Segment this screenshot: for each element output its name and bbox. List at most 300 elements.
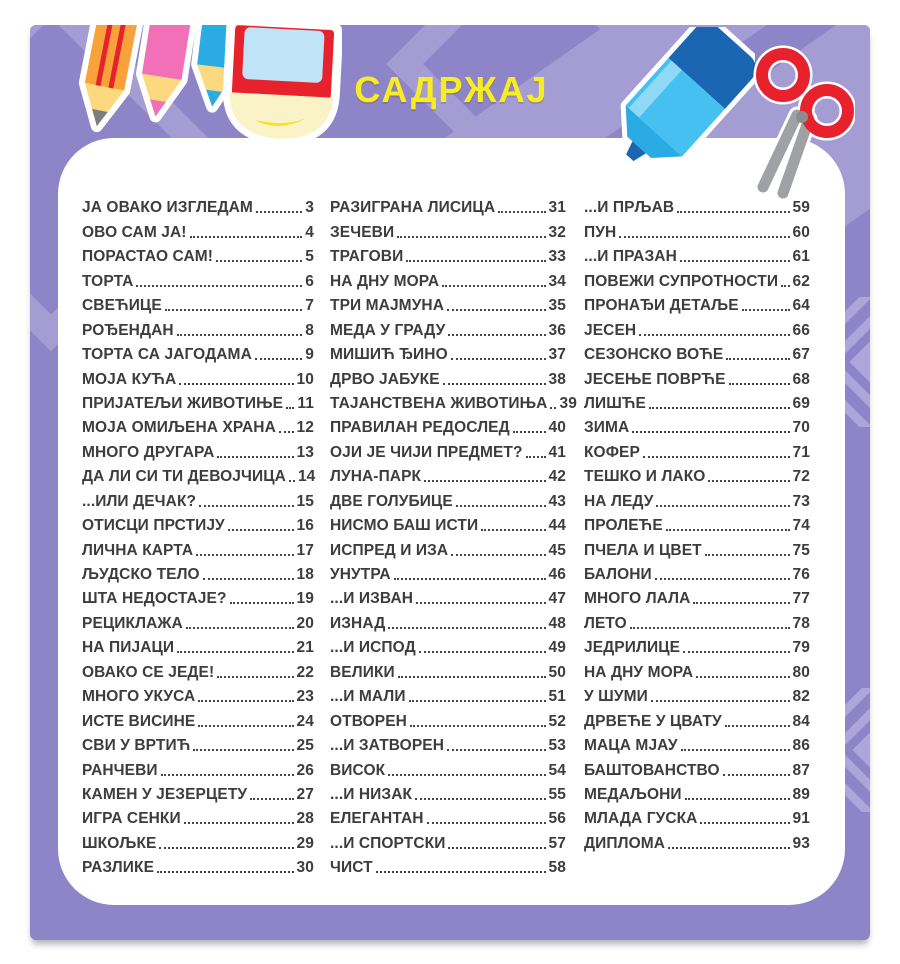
toc-entry-title: ...И СПОРТСКИ	[330, 834, 446, 852]
dotted-leader	[683, 651, 789, 653]
toc-entry-page-number: 61	[792, 248, 810, 266]
toc-entry	[82, 780, 314, 804]
dotted-leader	[700, 822, 789, 824]
toc-entry	[584, 266, 810, 290]
toc-entry-title: ДВЕ ГОЛУБИЦЕ	[330, 492, 453, 510]
toc-entry-title: МАЦА МЈАУ	[584, 737, 678, 755]
toc-entry-page-number: 72	[792, 468, 810, 486]
toc-entry	[330, 755, 566, 779]
toc-entry-title: ЛЕТО	[584, 614, 627, 632]
toc-entry-title: ВЕЛИКИ	[330, 663, 395, 681]
toc-entry	[330, 193, 566, 217]
toc-entry	[330, 780, 566, 804]
toc-entry	[330, 291, 566, 315]
toc-entry-title: ...И ПРЉАВ	[584, 199, 675, 217]
toc-entry	[584, 804, 810, 828]
toc-entry-page-number: 86	[792, 737, 810, 755]
toc-entry-page-number: 34	[548, 272, 566, 290]
toc-entry-title: НИСМО БАШ ИСТИ	[330, 517, 479, 535]
toc-entry-page-number: 20	[296, 614, 314, 632]
toc-entry-page-number: 28	[296, 810, 314, 828]
dotted-leader	[184, 822, 294, 824]
toc-entry	[330, 657, 566, 681]
toc-entry	[82, 706, 314, 730]
dotted-leader	[255, 358, 302, 360]
dotted-leader	[643, 456, 790, 458]
dotted-leader	[456, 505, 546, 507]
toc-entry-title: ПРОНАЂИ ДЕТАЉЕ	[584, 297, 739, 315]
dotted-leader	[388, 774, 545, 776]
dotted-leader	[216, 260, 302, 262]
toc-entry-title: СЕЗОНСКО ВОЋЕ	[584, 346, 724, 364]
toc-entry	[584, 560, 810, 584]
toc-entry-title: ЗИМА	[584, 419, 630, 437]
toc-entry	[82, 755, 314, 779]
toc-entry-page-number: 17	[296, 541, 314, 559]
toc-entry-title: МНОГО ЛАЛА	[584, 590, 691, 608]
dotted-leader	[427, 822, 546, 824]
toc-column-2	[330, 193, 577, 877]
toc-entry-page-number: 76	[792, 566, 810, 583]
toc-entry-page-number: 29	[296, 834, 314, 852]
toc-entry	[82, 535, 314, 559]
toc-entry-page-number: 45	[548, 541, 566, 559]
toc-entry-title: ...И ИСПОД	[330, 639, 416, 657]
toc-entry	[82, 266, 314, 290]
toc-entry-page-number: 16	[296, 517, 314, 535]
dotted-leader	[177, 334, 303, 336]
toc-entry	[330, 413, 566, 437]
dotted-leader	[685, 798, 790, 800]
dotted-leader	[451, 554, 545, 556]
dotted-leader	[198, 725, 293, 727]
toc-entry-page-number: 68	[792, 370, 810, 388]
toc-entry	[330, 462, 566, 486]
toc-entry	[584, 535, 810, 559]
dotted-leader	[448, 334, 545, 336]
dotted-leader	[416, 602, 546, 604]
toc-entry	[330, 437, 566, 461]
toc-entry-title: ИЗНАД	[330, 614, 386, 632]
dotted-leader	[397, 236, 545, 238]
toc-entry-page-number: 7	[305, 297, 314, 315]
dotted-leader	[668, 847, 789, 849]
toc-entry	[584, 413, 810, 437]
dotted-leader	[394, 578, 546, 580]
toc-entry-title: МЛАДА ГУСКА	[584, 810, 698, 828]
toc-entry-page-number: 32	[548, 223, 566, 241]
toc-entry	[82, 486, 314, 510]
dotted-leader	[651, 700, 790, 702]
toc-entry-page-number: 24	[296, 712, 314, 730]
toc-entry-title: ПРОЛЕЋЕ	[584, 517, 663, 535]
toc-entry	[330, 560, 566, 584]
toc-entry-title: ТРАГОВИ	[330, 248, 404, 266]
toc-entry-title: ЗЕЧЕВИ	[330, 223, 395, 241]
toc-entry	[584, 291, 810, 315]
toc-entry	[584, 340, 810, 364]
toc-entry	[584, 511, 810, 535]
toc-column-1	[82, 193, 314, 877]
toc-entry	[584, 780, 810, 804]
toc-entry-title: ПОРАСТАО САМ!	[82, 248, 214, 266]
toc-entry	[330, 682, 566, 706]
purple-page	[30, 25, 870, 940]
toc-entry-title: ТРИ МАЈМУНА	[330, 297, 445, 315]
toc-entry	[330, 853, 566, 877]
toc-entry-page-number: 74	[792, 517, 810, 535]
toc-entry	[82, 217, 314, 241]
toc-entry	[584, 462, 810, 486]
toc-entry	[584, 682, 810, 706]
dotted-leader	[230, 602, 294, 604]
toc-entry-title: МНОГО УКУСА	[82, 688, 196, 706]
toc-entry	[82, 242, 314, 266]
dotted-leader	[406, 260, 545, 262]
dotted-leader	[639, 334, 789, 336]
toc-entry-page-number: 91	[792, 810, 810, 828]
dotted-leader	[513, 431, 546, 433]
toc-entry-page-number: 58	[548, 859, 566, 877]
toc-entry	[330, 486, 566, 510]
toc-entry-page-number: 64	[792, 297, 810, 315]
toc-entry-page-number: 38	[548, 370, 566, 388]
toc-entry-title: ТОРТА СА ЈАГОДАМА	[82, 346, 252, 364]
toc-entry-page-number: 39	[559, 394, 577, 412]
toc-entry-title: РЕЦИКЛАЖА	[82, 614, 183, 632]
toc-entry-title: ЛИШЋЕ	[584, 394, 646, 412]
toc-entry-page-number: 69	[792, 394, 810, 412]
toc-entry-title: ДИПЛОМА	[584, 834, 666, 852]
toc-entry	[330, 633, 566, 657]
dotted-leader	[526, 456, 546, 458]
toc-entry-title: ТАЈАНСТВЕНА ЖИВОТИЊА	[330, 394, 548, 412]
dotted-leader	[781, 285, 789, 287]
toc-entry-title: ...И ИЗВАН	[330, 590, 414, 608]
dotted-leader	[199, 505, 293, 507]
dotted-leader	[708, 480, 789, 482]
toc-entry-page-number: 52	[548, 712, 566, 730]
toc-entry-title: МЕДА У ГРАДУ	[330, 321, 446, 339]
toc-entry	[82, 193, 314, 217]
dotted-leader	[186, 627, 294, 629]
toc-entry-title: ОТВОРЕН	[330, 712, 407, 730]
toc-entry-title: ЉУДСКО ТЕЛО	[82, 566, 200, 583]
toc-entry-title: РАЗЛИКЕ	[82, 859, 155, 877]
toc-entry-page-number: 59	[792, 199, 810, 217]
toc-entry-page-number: 79	[792, 639, 810, 657]
toc-entry	[82, 584, 314, 608]
toc-entry-page-number: 75	[792, 541, 810, 559]
toc-entry-page-number: 80	[792, 663, 810, 681]
toc-entry-page-number: 22	[296, 663, 314, 681]
toc-entry-title: ШТА НЕДОСТАЈЕ?	[82, 590, 227, 608]
toc-entry	[330, 217, 566, 241]
toc-entry	[82, 389, 314, 413]
dotted-leader	[159, 847, 293, 849]
dotted-leader	[161, 774, 294, 776]
toc-entry-title: РАНЧЕВИ	[82, 761, 158, 779]
toc-entry-title: У ШУМИ	[584, 688, 648, 706]
toc-entry-page-number: 78	[792, 614, 810, 632]
toc-entry-page-number: 36	[548, 321, 566, 339]
toc-entry-title: ОЈИ ЈЕ ЧИЈИ ПРЕДМЕТ?	[330, 443, 523, 461]
toc-entry-title: МОЈА КУЋА	[82, 370, 177, 388]
toc-entry-page-number: 14	[297, 468, 316, 486]
toc-entry-title: ЈА ОВАКО ИЗГЛЕДАМ	[82, 199, 253, 217]
toc-entry-page-number: 55	[548, 785, 566, 803]
toc-entry	[584, 364, 810, 388]
toc-entry-title: ЧИСТ	[330, 859, 373, 877]
dotted-leader	[376, 871, 546, 873]
toc-entry-title: ...И ЗАТВОРЕН	[330, 737, 445, 755]
dotted-leader	[619, 236, 789, 238]
toc-entry-title: БАЛОНИ	[584, 566, 652, 583]
dotted-leader	[677, 211, 789, 213]
toc-entry-title: ТЕШКО И ЛАКО	[584, 468, 706, 486]
toc-column-3	[584, 193, 810, 853]
dotted-leader	[498, 211, 545, 213]
dotted-leader	[729, 383, 790, 385]
dotted-leader	[228, 529, 294, 531]
toc-entry	[584, 706, 810, 730]
toc-entry-page-number: 40	[548, 419, 566, 437]
toc-entry	[330, 389, 577, 413]
toc-entry-title: ИСТЕ ВИСИНЕ	[82, 712, 196, 730]
toc-entry-title: ТОРТА	[82, 272, 134, 290]
toc-entry	[584, 755, 810, 779]
toc-entry-page-number: 25	[296, 737, 314, 755]
dotted-leader	[723, 774, 790, 776]
toc-entry	[82, 364, 314, 388]
toc-entry-page-number: 51	[548, 688, 566, 706]
dotted-leader	[409, 700, 546, 702]
toc-entry-title: ПРАВИЛАН РЕДОСЛЕД	[330, 419, 510, 437]
toc-entry-page-number: 23	[296, 688, 314, 706]
toc-entry	[330, 706, 566, 730]
toc-entry	[584, 633, 810, 657]
toc-entry-title: ЈЕСЕН	[584, 321, 637, 339]
marker-icon	[605, 27, 755, 182]
toc-entry-page-number: 12	[296, 419, 314, 437]
dotted-leader	[448, 847, 545, 849]
dotted-leader	[655, 578, 790, 580]
dotted-leader	[415, 798, 545, 800]
dotted-leader	[447, 749, 546, 751]
toc-entry-page-number: 67	[792, 346, 810, 364]
toc-entry	[330, 731, 566, 755]
toc-entry	[584, 584, 810, 608]
toc-entry-title: КОФЕР	[584, 443, 640, 461]
toc-entry-title: РАЗИГРАНА ЛИСИЦА	[330, 199, 496, 217]
toc-entry-title: ...И МАЛИ	[330, 688, 406, 706]
toc-entry-page-number: 66	[792, 321, 810, 339]
dotted-leader	[447, 309, 546, 311]
toc-entry-title: ПЧЕЛА И ЦВЕТ	[584, 541, 702, 559]
dotted-leader	[289, 480, 295, 482]
toc-entry-page-number: 13	[296, 443, 314, 461]
toc-entry	[82, 560, 314, 584]
toc-entry-page-number: 35	[548, 297, 566, 315]
toc-entry	[330, 266, 566, 290]
toc-entry-page-number: 42	[548, 468, 566, 486]
toc-entry	[82, 804, 314, 828]
dotted-leader	[250, 798, 293, 800]
toc-entry-title: МОЈА ОМИЉЕНА ХРАНА	[82, 419, 276, 437]
dotted-leader	[179, 383, 293, 385]
toc-entry-title: ЈЕДРИЛИЦЕ	[584, 639, 681, 657]
toc-entry	[330, 364, 566, 388]
toc-entry-page-number: 84	[792, 712, 810, 730]
toc-entry-title: МЕДАЉОНИ	[584, 785, 682, 803]
toc-entry	[330, 511, 566, 535]
page-title: САДРЖАЈ	[354, 69, 549, 110]
toc-entry	[82, 731, 314, 755]
toc-entry	[584, 731, 810, 755]
toc-entry-title: БАШТОВАНСТВО	[584, 761, 720, 779]
toc-entry-title: ИГРА СЕНКИ	[82, 810, 181, 828]
dotted-leader	[165, 309, 302, 311]
toc-entry-title: МНОГО ДРУГАРА	[82, 443, 215, 461]
toc-entry-page-number: 19	[296, 590, 314, 608]
toc-entry-page-number: 18	[296, 566, 314, 583]
toc-entry-title: ЛИЧНА КАРТА	[82, 541, 194, 559]
dotted-leader	[193, 749, 293, 751]
toc-entry-page-number: 49	[548, 639, 566, 657]
dotted-leader	[696, 676, 789, 678]
dotted-leader	[286, 407, 294, 409]
toc-entry-title: ЈЕСЕЊЕ ПОВРЋЕ	[584, 370, 726, 388]
toc-entry-title: ИСПРЕД И ИЗА	[330, 541, 449, 559]
dotted-leader	[550, 407, 556, 409]
toc-entry-page-number: 54	[548, 761, 566, 779]
toc-entry	[82, 413, 314, 437]
toc-entry	[330, 315, 566, 339]
toc-entry-page-number: 21	[296, 639, 314, 657]
dotted-leader	[157, 871, 294, 873]
toc-entry-title: ОВО САМ ЈА!	[82, 223, 187, 241]
toc-entry	[82, 828, 314, 852]
dotted-leader	[398, 676, 546, 678]
toc-entry-title: ШКОЉКЕ	[82, 834, 157, 852]
dotted-leader	[217, 456, 293, 458]
toc-entry	[584, 486, 810, 510]
toc-entry	[584, 828, 810, 852]
toc-entry-title: ЕЛЕГАНТАН	[330, 810, 424, 828]
toc-entry	[82, 853, 314, 877]
toc-entry	[584, 437, 810, 461]
dotted-leader	[410, 725, 546, 727]
scissors-icon	[735, 35, 855, 210]
toc-entry-page-number: 44	[548, 517, 566, 535]
toc-entry	[584, 608, 810, 632]
toc-entry-title: МИШИЋ ЂИНО	[330, 346, 448, 364]
toc-entry-title: НА ЛЕДУ	[584, 492, 654, 510]
toc-entry	[82, 462, 314, 486]
dotted-leader	[451, 358, 546, 360]
toc-entry-title: КАМЕН У ЈЕЗЕРЦЕТУ	[82, 785, 248, 803]
dotted-leader	[424, 480, 545, 482]
dotted-leader	[198, 700, 293, 702]
toc-entry-title: ВИСОК	[330, 761, 386, 779]
toc-entry	[330, 242, 566, 266]
toc-entry-page-number: 73	[792, 492, 810, 510]
toc-entry-page-number: 57	[548, 834, 566, 852]
toc-entry-page-number: 87	[792, 761, 810, 779]
toc-entry	[330, 535, 566, 559]
toc-entry-page-number: 70	[792, 419, 810, 437]
toc-entry-title: ДА ЛИ СИ ТИ ДЕВОЈЧИЦА	[82, 468, 286, 486]
eraser-icon	[222, 25, 342, 151]
dotted-leader	[742, 309, 790, 311]
dotted-leader	[443, 383, 546, 385]
dotted-leader	[177, 651, 293, 653]
toc-entry-page-number: 10	[296, 370, 314, 388]
toc-entry	[330, 804, 566, 828]
toc-entry-page-number: 33	[548, 248, 566, 266]
dotted-leader	[726, 358, 789, 360]
toc-entry-title: ОВАКО СЕ ЈЕДЕ!	[82, 663, 215, 681]
toc-entry	[82, 315, 314, 339]
dotted-leader	[680, 260, 790, 262]
dotted-leader	[196, 554, 293, 556]
toc-entry-page-number: 50	[548, 663, 566, 681]
dotted-leader	[630, 627, 790, 629]
toc-entry	[82, 340, 314, 364]
toc-entry	[82, 291, 314, 315]
toc-entry-page-number: 56	[548, 810, 566, 828]
dotted-leader	[693, 602, 789, 604]
toc-entry-page-number: 8	[305, 321, 314, 339]
toc-entry-page-number: 43	[548, 492, 566, 510]
toc-entry	[82, 682, 314, 706]
toc-entry-title: НА ДНУ МОРА	[584, 663, 694, 681]
toc-entry-page-number: 93	[792, 834, 810, 852]
dotted-leader	[256, 211, 302, 213]
dotted-leader	[203, 578, 294, 580]
toc-entry-page-number: 41	[548, 443, 566, 461]
toc-entry-page-number: 82	[792, 688, 810, 706]
toc-entry-title: ОТИСЦИ ПРСТИЈУ	[82, 517, 225, 535]
toc-entry-page-number: 48	[548, 614, 566, 632]
toc-entry	[330, 584, 566, 608]
toc-entry-title: ДРВО ЈАБУКЕ	[330, 370, 440, 388]
toc-entry-page-number: 4	[305, 223, 314, 241]
toc-entry-page-number: 89	[792, 785, 810, 803]
toc-entry-page-number: 37	[548, 346, 566, 364]
toc-entry-title: ...ИЛИ ДЕЧАК?	[82, 492, 197, 510]
dotted-leader	[217, 676, 293, 678]
dotted-leader	[649, 407, 790, 409]
toc-entry-title: НА ПИЈАЦИ	[82, 639, 175, 657]
toc-entry	[584, 315, 810, 339]
dotted-leader	[388, 627, 545, 629]
toc-entry-title: ПУН	[584, 223, 617, 241]
dotted-leader	[419, 651, 546, 653]
toc-entry	[82, 608, 314, 632]
toc-entry	[82, 511, 314, 535]
toc-entry-title: ...И НИЗАК	[330, 785, 413, 803]
toc-entry-title: РОЂЕНДАН	[82, 321, 174, 339]
toc-entry	[82, 437, 314, 461]
toc-entry-page-number: 27	[296, 785, 314, 803]
toc-entry-title: ПОВЕЖИ СУПРОТНОСТИ	[584, 272, 779, 290]
dotted-leader	[656, 505, 789, 507]
toc-entry-page-number: 5	[305, 248, 314, 266]
toc-entry-title: ПРИЈАТЕЉИ ЖИВОТИЊЕ	[82, 394, 284, 412]
toc-entry-title: СВИ У ВРТИЋ	[82, 737, 191, 755]
toc-entry	[330, 340, 566, 364]
